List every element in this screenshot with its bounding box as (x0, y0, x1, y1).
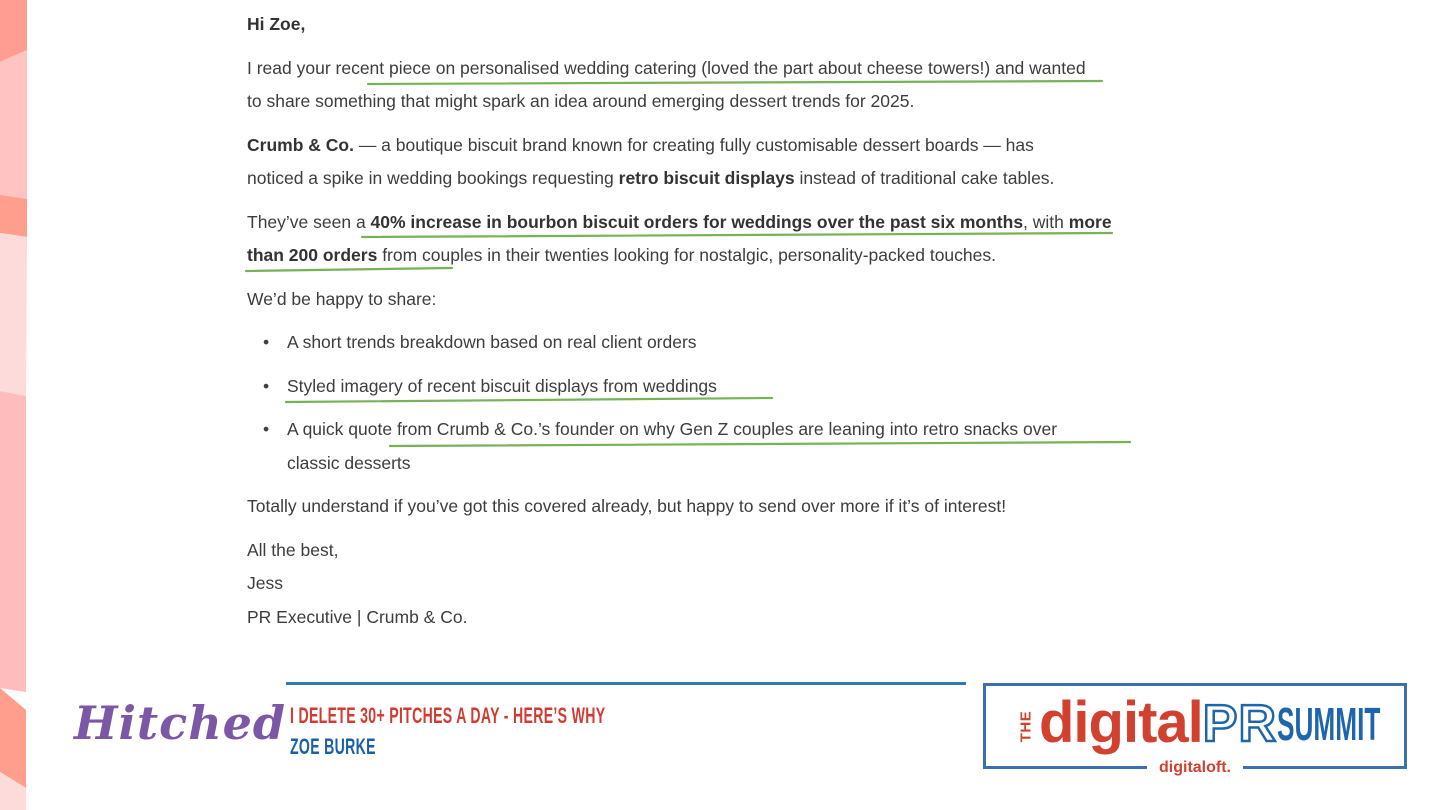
email-text-run: — a boutique biscuit brand known for creating fully customisable dessert boards — has (353, 134, 1034, 155)
email-text-run: retro biscuit displays (618, 168, 795, 188)
footer-divider-line (286, 682, 966, 685)
speaker-name: ZOE BURKE (290, 734, 376, 759)
email-text-run: Hi Zoe, (247, 14, 306, 34)
list-item (247, 370, 1207, 404)
email-text-run: to share something that might spark an idea around emerging dessert trends for 2025. (247, 91, 915, 111)
email-body (247, 8, 1207, 634)
email-text-run: I read your recent piece on personalised wedding catering (loved the part about cheese towers!) and wanted (247, 57, 1086, 78)
email-line (287, 447, 1207, 481)
strip-shape (0, 233, 27, 396)
email-text-run: noticed a spike in wedding bookings requesting (247, 168, 619, 188)
email-text-run: more (1068, 211, 1112, 232)
email-line (247, 129, 1207, 163)
email-text-run: , with (1023, 211, 1069, 232)
email-line (287, 413, 1207, 447)
digital-pr-summit-logo (983, 683, 1407, 776)
logo-the-wrap (1013, 694, 1039, 758)
email-paragraph-4 (247, 283, 1207, 317)
logo-summit-wrap (1277, 697, 1381, 751)
email-text-run: Styled imagery of recent biscuit displays from weddings (287, 375, 717, 396)
logo-digitaloft: digitaloft. (1147, 759, 1243, 777)
talk-title: I DELETE 30+ PITCHES A DAY - HERE’S WHY (290, 703, 606, 728)
strip-shape (0, 688, 26, 788)
strip-shape (0, 391, 26, 692)
decorative-left-strip (0, 0, 28, 810)
email-text-run: We’d be happy to share: (247, 288, 437, 309)
bullet-dot: • (263, 375, 270, 396)
email-line (287, 370, 1207, 404)
strip-shape (0, 195, 27, 237)
email-line (247, 206, 1207, 240)
email-text-run: from couples in their twenties looking for nostalgic, personality-packed touches. (377, 245, 996, 265)
email-line (247, 534, 1207, 568)
logo-the: THE (1017, 710, 1035, 742)
email-text-run: than 200 orders (247, 245, 378, 265)
email-text-run: Crumb & Co. (247, 134, 354, 155)
logo-digital: digital (1038, 689, 1203, 755)
logo-pr: PR (1202, 695, 1278, 753)
email-line (287, 326, 1207, 360)
email-paragraph-3 (247, 206, 1207, 273)
email-line (247, 567, 1207, 601)
email-paragraph-5 (247, 490, 1207, 524)
email-text-run: A short trends breakdown based on real client orders (287, 332, 697, 352)
strip-shape (0, 50, 27, 199)
email-paragraph-2 (247, 129, 1207, 196)
email-bullet-list (247, 326, 1207, 480)
email-text-run: A quick quote from Crumb & Co.’s founder on why Gen Z couples are leaning into retro snacks over (287, 419, 1058, 439)
email-text-run: Totally understand if you’ve got this covered already, but happy to send over more if it’s of interest! (247, 496, 1007, 516)
email-text-run: classic desserts (287, 452, 411, 473)
email-text-run: They’ve seen a (247, 211, 371, 232)
email-text-run: 40% increase in bourbon biscuit orders for weddings over the past six months (370, 211, 1024, 232)
email-line (247, 601, 1207, 635)
email-greeting (247, 8, 1207, 42)
email-text-run: All the best, (247, 539, 339, 560)
email-line (247, 85, 1207, 119)
email-line (247, 52, 1207, 86)
email-signature (247, 534, 1207, 635)
hitched-logo: Hitched (74, 696, 287, 750)
list-item (247, 413, 1207, 480)
bullet-dot: • (263, 419, 270, 439)
email-text-run: instead of traditional cake tables. (794, 168, 1055, 188)
email-paragraph-1 (247, 52, 1207, 119)
bullet-dot: • (263, 332, 270, 352)
email-line (247, 239, 1207, 273)
email-text-run: Jess (247, 573, 283, 593)
list-item (247, 326, 1207, 360)
email-line (247, 162, 1207, 196)
email-text-run: PR Executive | Crumb & Co. (247, 606, 468, 627)
logo-summit: SUMMIT (1277, 698, 1381, 750)
